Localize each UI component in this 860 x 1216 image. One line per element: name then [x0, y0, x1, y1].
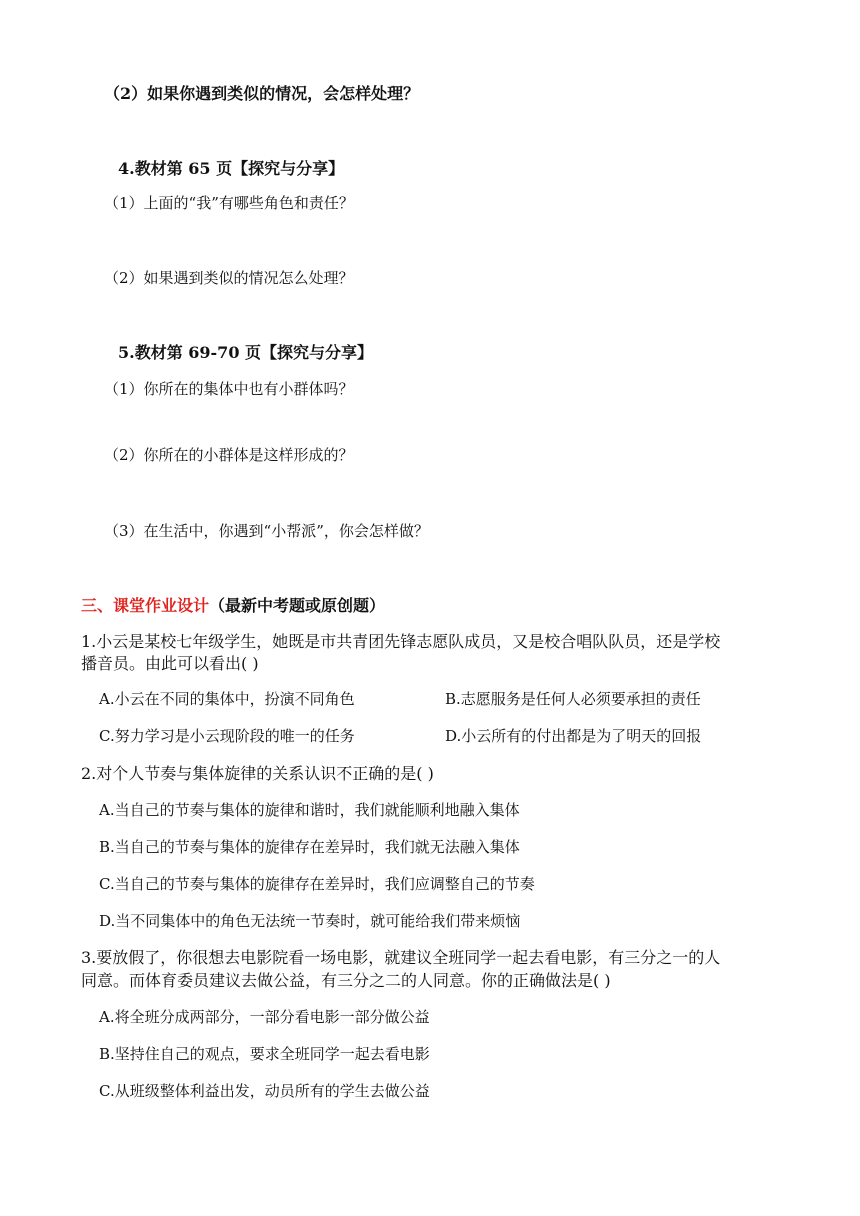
q5-sub1: （1）你所在的集体中也有小群体吗？: [104, 380, 354, 398]
q5-heading: 5.教材第 69-70 页【探究与分享】: [118, 343, 374, 362]
q1-option-d: D.小云所有的付出都是为了明天的回报: [445, 727, 702, 745]
prev-question-sub2: （2）如果你遇到类似的情况，会怎样处理？: [104, 84, 420, 103]
q2-option-b: B.当自己的节奏与集体的旋律存在差异时，我们就无法融入集体: [99, 838, 520, 856]
q1-option-b: B.志愿服务是任何人必须要承担的责任: [445, 690, 701, 708]
q1-stem-line1: 1.小云是某校七年级学生，她既是市共青团先锋志愿队成员，又是校合唱队队员，还是学校: [81, 632, 721, 651]
q1-option-a: A.小云在不同的集体中，扮演不同角色: [99, 690, 355, 708]
q3-option-c: C.从班级整体利益出发，动员所有的学生去做公益: [99, 1082, 430, 1100]
q4-sub1: （1）上面的“我”有哪些角色和责任？: [104, 194, 354, 212]
q2-stem: 2.对个人节奏与集体旋律的关系认识不正确的是( ): [81, 764, 434, 783]
q4-sub2: （2）如果遇到类似的情况怎么处理？: [104, 269, 354, 287]
q4-heading: 4.教材第 65 页【探究与分享】: [118, 159, 345, 178]
q3-stem-line2: 同意。而体育委员建议去做公益，有三分之二的人同意。你的正确做法是( ): [81, 971, 611, 990]
q3-option-a: A.将全班分成两部分，一部分看电影一部分做公益: [99, 1008, 430, 1026]
q2-option-d: D.当不同集体中的角色无法统一节奏时，就可能给我们带来烦恼: [99, 912, 521, 930]
section-title-main: 三、课堂作业设计: [81, 596, 210, 615]
q5-sub3: （3）在生活中，你遇到“小帮派”，你会怎样做？: [104, 522, 429, 540]
q3-option-b: B.坚持住自己的观点，要求全班同学一起去看电影: [99, 1045, 430, 1063]
q2-option-c: C.当自己的节奏与集体的旋律存在差异时，我们应调整自己的节奏: [99, 875, 535, 893]
q1-stem-line2: 播音员。由此可以看出( ): [81, 654, 259, 673]
q2-option-a: A.当自己的节奏与集体的旋律和谐时，我们就能顺利地融入集体: [99, 801, 520, 819]
section-title: [81, 598, 385, 614]
q3-stem-line1: 3.要放假了，你很想去电影院看一场电影，就建议全班同学一起去看电影，有三分之一的人: [81, 948, 721, 967]
section-title-note: （最新中考题或原创题）: [209, 596, 386, 615]
q5-sub2: （2）你所在的小群体是这样形成的？: [104, 446, 354, 464]
q1-option-c: C.努力学习是小云现阶段的唯一的任务: [99, 727, 355, 745]
